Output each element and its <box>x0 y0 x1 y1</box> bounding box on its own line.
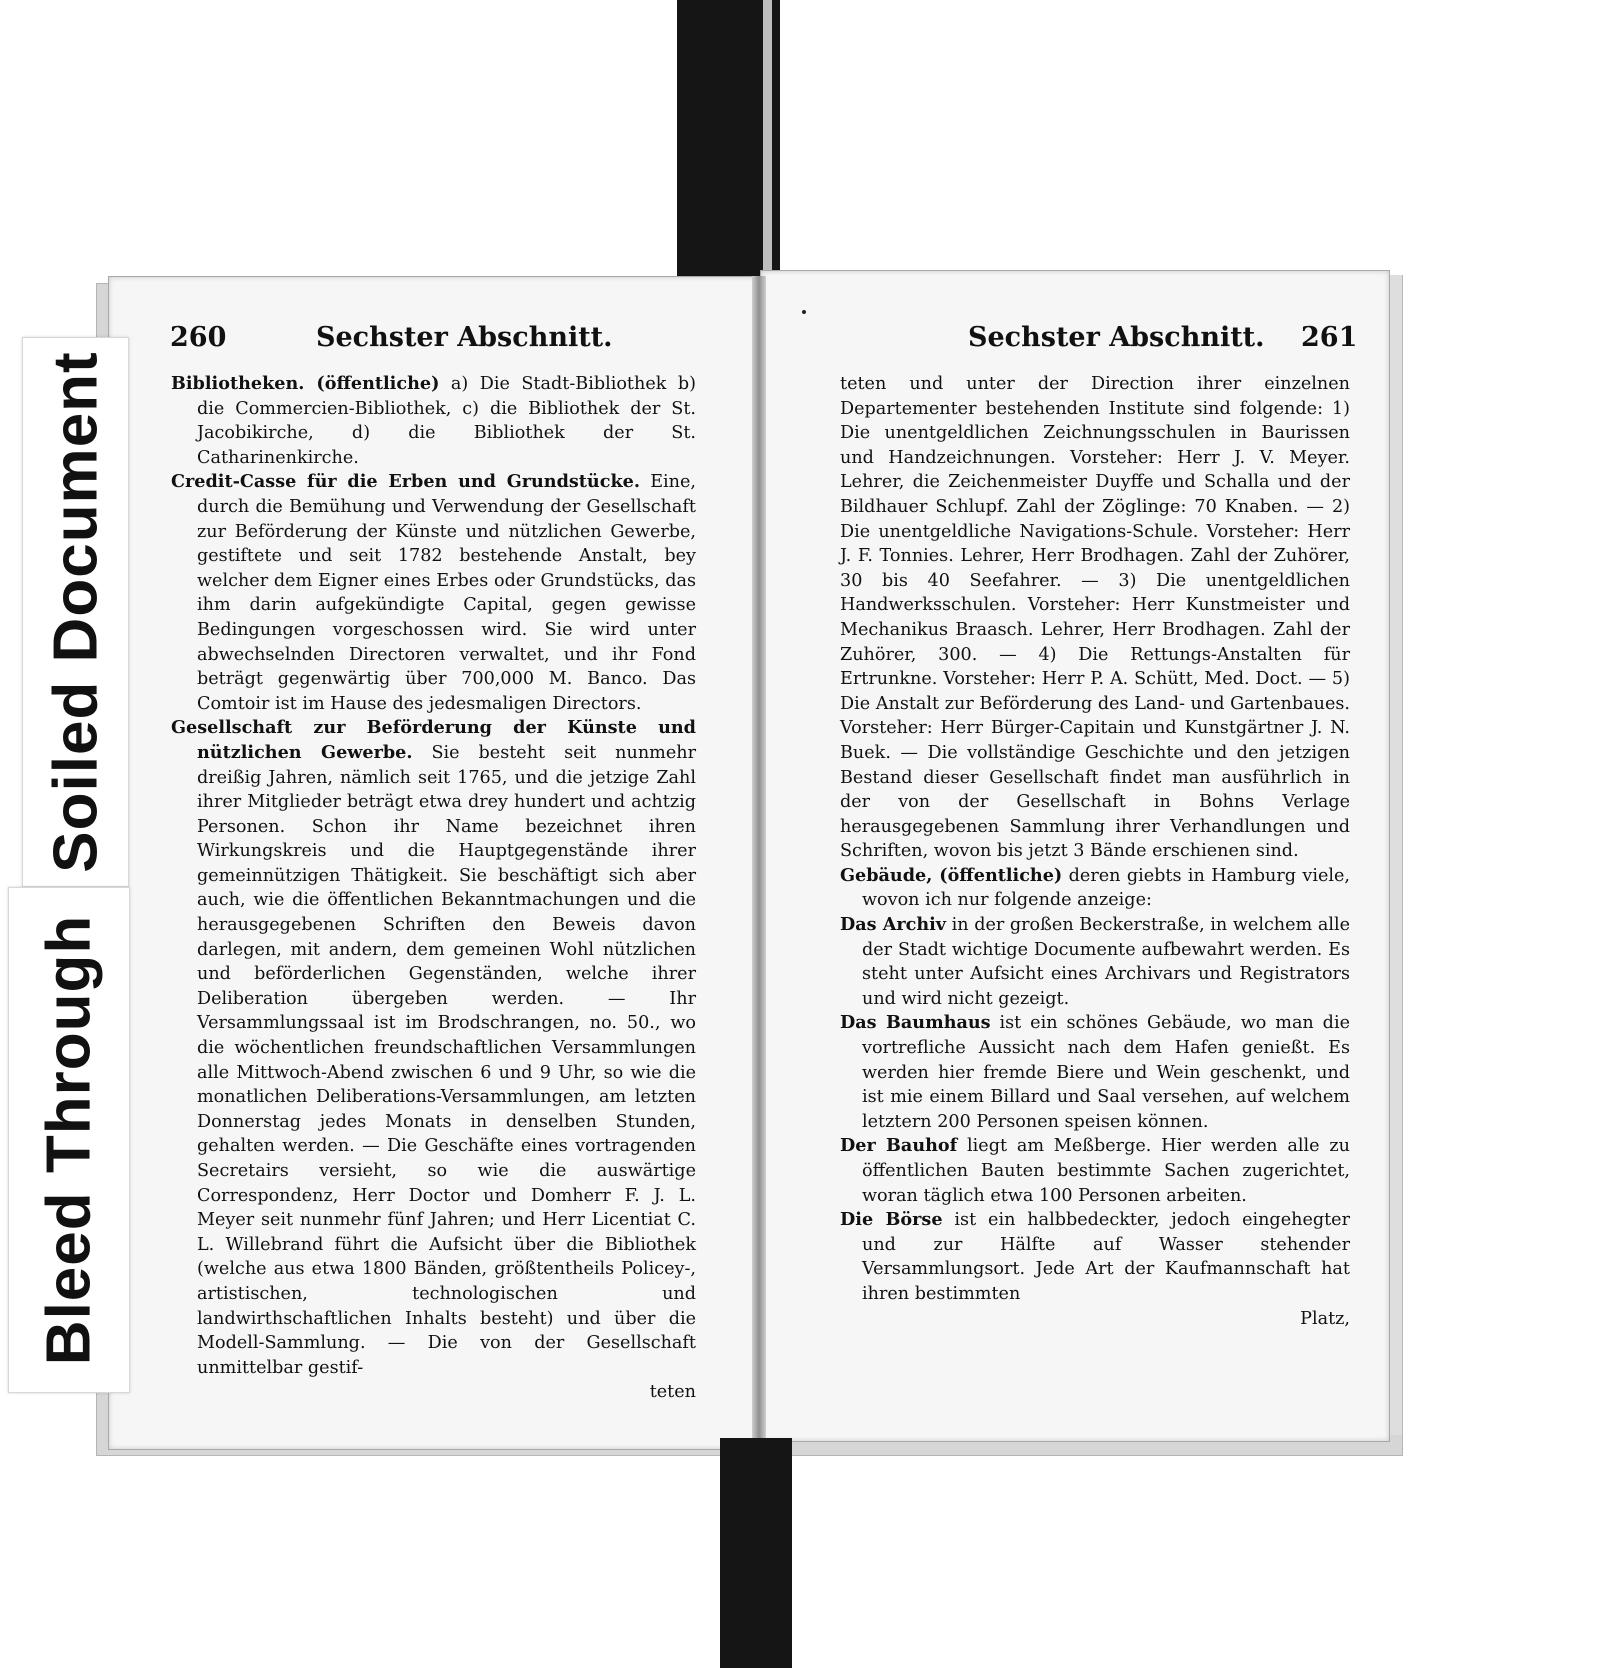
entry-lemma: Der Bauhof <box>840 1135 958 1157</box>
continued-text: teten und unter der Direction ihrer einzelnen Departementer bestehenden Institute sind folgende: 1) Die unentgeldlichen Zeichnungsschulen in Baurissen und Handzeichnungen. Vorsteher: Herr J. V. Meyer. Lehrer, die Zeichenmeister Duyffe und Schalla und der Bildhauer Schlupf. Zahl der Zöglinge: 70 Knaben. — 2) Die unentgeldliche Navigations-Schule. Vorsteher: Herr J. F. Tonnies. Lehrer, Herr Brodhagen. Zahl der Zuhörer, 30 bis 40 Seefahrer. — 3) Die unentgeldlichen Handwerksschulen. Vorsteher: Herr Kunstmeister und Mechanikus Braasch. Lehrer, Herr Brodhagen. Zahl der Zuhörer, 300. — 4) Die Rettungs-Anstalten für Ertrunkne. Vorsteher: Herr P. A. Schütt, Med. Doct. — 5) Die Anstalt zur Beförderung des Land- und Gartenbaues. Vorsteher: Herr Bürger-Capitain und Kunstgärtner J. N. Buek. — Die vollständige Geschichte und den jetzigen Bestand dieser Gesellschaft findet man ausführlich in der von der Gesellschaft in Bohns Verlage herausgegebenen Sammlung ihrer Verhandlungen und Schriften, wovon bis jetzt 3 Bände erschienen sind. <box>840 374 1350 862</box>
binding-strip-bottom <box>720 1438 792 1668</box>
entry-credit-casse <box>171 470 696 716</box>
entry-lemma: Die Börse <box>840 1209 943 1231</box>
entry-text: liegt am Meßberge. Hier werden alle zu öffentlichen Bauten bestimmte Sachen zugerichtet, woran täglich etwa 100 Personen arbeiten. <box>862 1136 1350 1206</box>
entry-bauhof <box>840 1134 1350 1208</box>
entry-archiv <box>840 913 1350 1011</box>
left-page-number: 260 <box>170 322 227 353</box>
left-text-column <box>171 372 696 1405</box>
entry-text: ist ein schönes Gebäude, wo man die vortrefliche Aussicht nach dem Hafen genießt. Es werden hier fremde Biere und Wein geschenkt, und ist mie einem Billard und Saal versehen, auf welchem letztern 200 Personen speisen können. <box>862 1013 1350 1132</box>
entry-lemma: Gebäude, (öffentliche) <box>840 864 1063 886</box>
entry-gesellschaft <box>171 716 696 1380</box>
bleed-through-text: Bleed Through <box>34 914 104 1366</box>
entry-text: Eine, durch die Bemühung und Verwendung der Gesellschaft zur Beförderung der Künste und nützlichen Gewerbe, gestiftete und seit 1782 bestehende Anstalt, bey welcher dem Eigner eines Erbes oder Grundstücks, das ihm darin aufgekündigte Capital, gegen gewisse Bedingungen vorgeschossen wird. Sie wird unter abwechselnden Directoren verwaltet, und ihr Fond beträgt gegenwärtig über 700,000 M. Banco. Das Comtoir ist im Hause des jedesmaligen Directors. <box>197 472 696 714</box>
entry-text: Sie besteht seit nunmehr dreißig Jahren, nämlich seit 1765, und die jetzige Zahl ihrer Mitglieder beträgt etwa drey hundert und achtzig Personen. Schon ihr Name bezeichnet ihren Wirkungskreis und die Hauptgegenstände ihrer gemeinnützigen Thätigkeit. Sie beschäftigt sich aber auch, wie die öffentlichen Bekanntmachungen und die herausgegebenen Schriften den Beweis davon darlegen, mit andern, dem gemeinen Wohl nützlichen und beförderlichen Gegenständen, welche ihrer Deliberation übergeben werden. — Ihr Versammlungssaal ist im Brodschrangen, no. 50., wo die wöchentlichen freundschaftlichen Versammlungen alle Mittwoch-Abend zwischen 6 und 9 Uhr, so wie die monatlichen Deliberations-Versammlungen, am letzten Donnerstag jedes Monats in denselben Stunden, gehalten werden. — Die Geschäfte eines vortragenden Secretairs versieht, so wie die auswärtige Correspondenz, Herr Doctor und Domherr F. J. L. Meyer seit nunmehr fünf Jahren; und Herr Licentiat C. L. Willebrand führt die Aufsicht über die Bibliothek (welche aus etwa 1800 Bänden, größtentheils Policey-, artistischen, technologischen und landwirthschaftlichen Inhalts besteht) und über die Modell-Sammlung. — Die von der Gesellschaft unmittelbar gestif- <box>197 742 696 1378</box>
entry-lemma: Gesellschaft zur Beförderung der Künste und nützlichen Gewerbe. <box>171 717 696 763</box>
bleed-through-label <box>8 887 130 1393</box>
left-catchword: teten <box>649 1382 696 1403</box>
entry-lemma: Credit-Casse für die Erben und Grundstücke. <box>171 471 640 493</box>
left-running-head: Sechster Abschnitt. <box>316 322 613 353</box>
entry-lemma: Das Baumhaus <box>840 1012 991 1034</box>
entry-gebaeude <box>840 864 1350 913</box>
ink-speck <box>802 310 806 314</box>
right-running-head: Sechster Abschnitt. <box>968 322 1265 353</box>
page-gutter <box>752 276 766 1446</box>
right-page-number: 261 <box>1301 322 1358 353</box>
entry-text: deren giebts in Hamburg viele, wovon ich nur folgende anzeige: <box>862 865 1350 911</box>
entry-text: in der großen Beckerstraße, in welchem alle der Stadt wichtige Documente aufbewahrt werden. Es steht unter Aufsicht eines Archivars und Registrators und wird nicht gezeigt. <box>862 915 1350 1009</box>
soiled-document-text: Soiled Document <box>41 351 110 873</box>
right-catchword: Platz, <box>1300 1308 1350 1329</box>
entry-bibliotheken <box>171 372 696 470</box>
entry-lemma: Bibliotheken. (öffentliche) <box>171 373 440 394</box>
entry-text: a) Die Stadt-Bibliothek b) die Commercien-Bibliothek, c) die Bibliothek der St. Jacobikirche, d) die Bibliothek der St. Catharinenkirche. <box>197 374 697 468</box>
right-text-column <box>840 372 1350 1331</box>
entry-boerse <box>840 1208 1350 1306</box>
binding-strip-highlight <box>763 0 772 282</box>
entry-baumhaus <box>840 1011 1350 1134</box>
soiled-document-label <box>22 337 129 887</box>
entry-text: ist ein halbbedeckter, jedoch eingehegter und zur Hälfte auf Wasser stehender Versammlungsort. Jede Art der Kaufmannschaft hat ihren bestimmten <box>862 1210 1351 1304</box>
entry-lemma: Das Archiv <box>840 914 947 936</box>
